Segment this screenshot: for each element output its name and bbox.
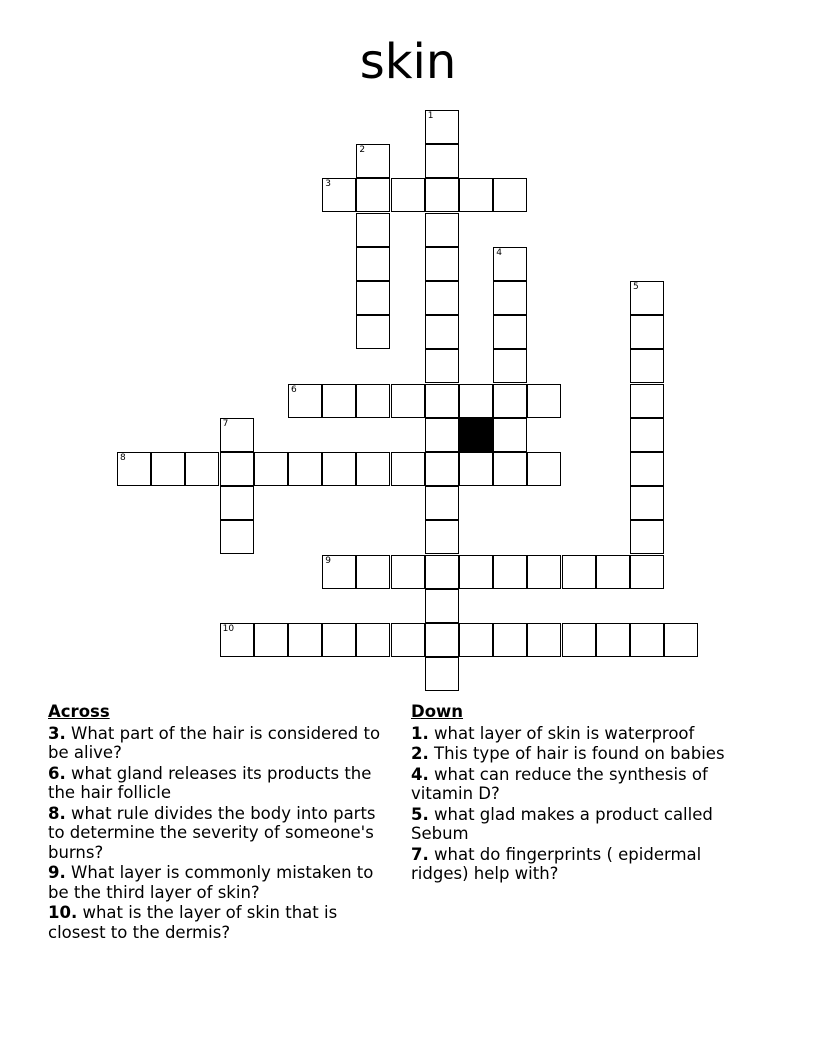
grid-cell[interactable] (220, 418, 254, 452)
clue-number: 3 (325, 179, 331, 190)
grid-cell[interactable] (425, 315, 459, 349)
grid-cell[interactable] (459, 178, 493, 212)
grid-cell[interactable] (288, 384, 322, 418)
grid-cell[interactable] (391, 623, 425, 657)
across-clue: 8. what rule divides the body into parts to determine the severity of someone's burns? (48, 803, 376, 862)
grid-cell[interactable] (220, 623, 254, 657)
grid-cell[interactable] (220, 486, 254, 520)
grid-cell[interactable] (220, 520, 254, 554)
across-clues (48, 702, 393, 943)
grid-cell[interactable] (425, 110, 459, 144)
grid-cell[interactable] (254, 452, 288, 486)
grid-cell[interactable] (630, 555, 664, 589)
clue-number: 10 (222, 624, 235, 634)
grid-cell[interactable] (562, 555, 596, 589)
grid-cell[interactable] (630, 452, 664, 486)
grid-cell[interactable] (185, 452, 219, 486)
grid-cell[interactable] (425, 520, 459, 554)
grid-cell[interactable] (391, 555, 425, 589)
grid-cell[interactable] (425, 589, 459, 623)
grid-cell[interactable] (391, 384, 425, 418)
grid-cell[interactable] (288, 452, 322, 486)
grid-cell[interactable] (527, 623, 561, 657)
clue-number: 2 (359, 145, 366, 156)
grid-cell[interactable] (425, 384, 459, 418)
grid-cell[interactable] (493, 178, 527, 212)
grid-cell[interactable] (459, 384, 493, 418)
grid-cell[interactable] (493, 452, 527, 486)
grid-cell[interactable] (527, 384, 561, 418)
down-clue: 1. what layer of skin is waterproof (411, 723, 695, 743)
grid-cell[interactable] (322, 452, 356, 486)
grid-cell[interactable] (493, 315, 527, 349)
across-clue: 9. What layer is commonly mistaken to be the third layer of skin? (48, 863, 374, 902)
grid-cell[interactable] (288, 623, 322, 657)
grid-cell[interactable] (356, 555, 390, 589)
grid-cell[interactable] (254, 623, 288, 657)
grid-cell[interactable] (493, 418, 527, 452)
across-clue: 3. What part of the hair is considered to be alive? (48, 723, 381, 762)
grid-cell[interactable] (425, 452, 459, 486)
grid-cell[interactable] (493, 349, 527, 383)
down-heading: Down (411, 702, 464, 721)
grid-cell[interactable] (425, 281, 459, 315)
grid-cell[interactable] (425, 657, 459, 691)
grid-cell[interactable] (220, 452, 254, 486)
grid-cell[interactable] (630, 384, 664, 418)
grid-cell[interactable] (391, 178, 425, 212)
grid-cell[interactable] (596, 555, 630, 589)
down-clues (411, 702, 761, 885)
grid-cell[interactable] (356, 178, 390, 212)
grid-cell[interactable] (356, 247, 390, 281)
clue-number: 1 (427, 111, 434, 121)
grid-cell[interactable] (322, 623, 356, 657)
grid-cell[interactable] (425, 247, 459, 281)
grid-cell[interactable] (459, 452, 493, 486)
grid-cell[interactable] (425, 418, 459, 452)
grid-cell[interactable] (151, 452, 185, 486)
grid-cell[interactable] (527, 452, 561, 486)
grid-cell[interactable] (356, 315, 390, 349)
grid-cell[interactable] (596, 623, 630, 657)
down-clue: 7. what do fingerprints ( epidermal ridges) help with? (411, 844, 702, 883)
grid-cell[interactable] (356, 144, 390, 178)
grid-cell[interactable] (322, 178, 356, 212)
grid-cell[interactable] (527, 555, 561, 589)
grid-cell[interactable] (356, 384, 390, 418)
grid-cell[interactable] (493, 247, 527, 281)
grid-cell[interactable] (630, 281, 664, 315)
grid-cell[interactable] (117, 452, 151, 486)
grid-cell[interactable] (630, 623, 664, 657)
clue-number: 8 (120, 453, 126, 463)
grid-cell[interactable] (630, 486, 664, 520)
grid-cell[interactable] (425, 144, 459, 178)
grid-cell[interactable] (356, 213, 390, 247)
clue-number: 6 (291, 384, 297, 395)
grid-cell[interactable] (459, 555, 493, 589)
grid-cell[interactable] (425, 486, 459, 520)
across-clue: 6. what gland releases its products the the hair follicle (48, 763, 372, 802)
down-clue: 2. This type of hair is found on babies (411, 744, 725, 763)
grid-cell[interactable] (459, 623, 493, 657)
grid-cell[interactable] (630, 418, 664, 452)
grid-cell[interactable] (322, 384, 356, 418)
grid-cell[interactable] (493, 623, 527, 657)
grid-cell[interactable] (493, 555, 527, 589)
clue-number: 4 (496, 247, 502, 258)
grid-cell[interactable] (425, 349, 459, 383)
grid-cell[interactable] (356, 623, 390, 657)
grid-cell[interactable] (391, 452, 425, 486)
grid-cell[interactable] (630, 520, 664, 554)
grid-block (459, 418, 493, 452)
grid-cell[interactable] (630, 315, 664, 349)
grid-cell[interactable] (630, 349, 664, 383)
grid-cell[interactable] (664, 623, 698, 657)
grid-cell[interactable] (425, 178, 459, 212)
clue-number: 5 (633, 282, 639, 292)
grid-cell[interactable] (425, 555, 459, 589)
down-clue: 4. what can reduce the synthesis of vitamin D? (411, 764, 708, 803)
grid-cell[interactable] (493, 281, 527, 315)
down-clue: 5. what glad makes a product called Sebum (411, 804, 713, 843)
grid-cell[interactable] (493, 384, 527, 418)
grid-cell[interactable] (356, 281, 390, 315)
across-clue: 10. what is the layer of skin that is closest to the dermis? (48, 903, 338, 942)
puzzle-title: skin (359, 34, 457, 90)
grid-cell[interactable] (322, 555, 356, 589)
clue-number: 7 (222, 418, 229, 429)
clue-number: 9 (325, 555, 331, 566)
across-heading: Across (48, 702, 110, 721)
grid-cell[interactable] (356, 452, 390, 486)
grid-cell[interactable] (425, 213, 459, 247)
grid-cell[interactable] (425, 623, 459, 657)
grid-cell[interactable] (562, 623, 596, 657)
